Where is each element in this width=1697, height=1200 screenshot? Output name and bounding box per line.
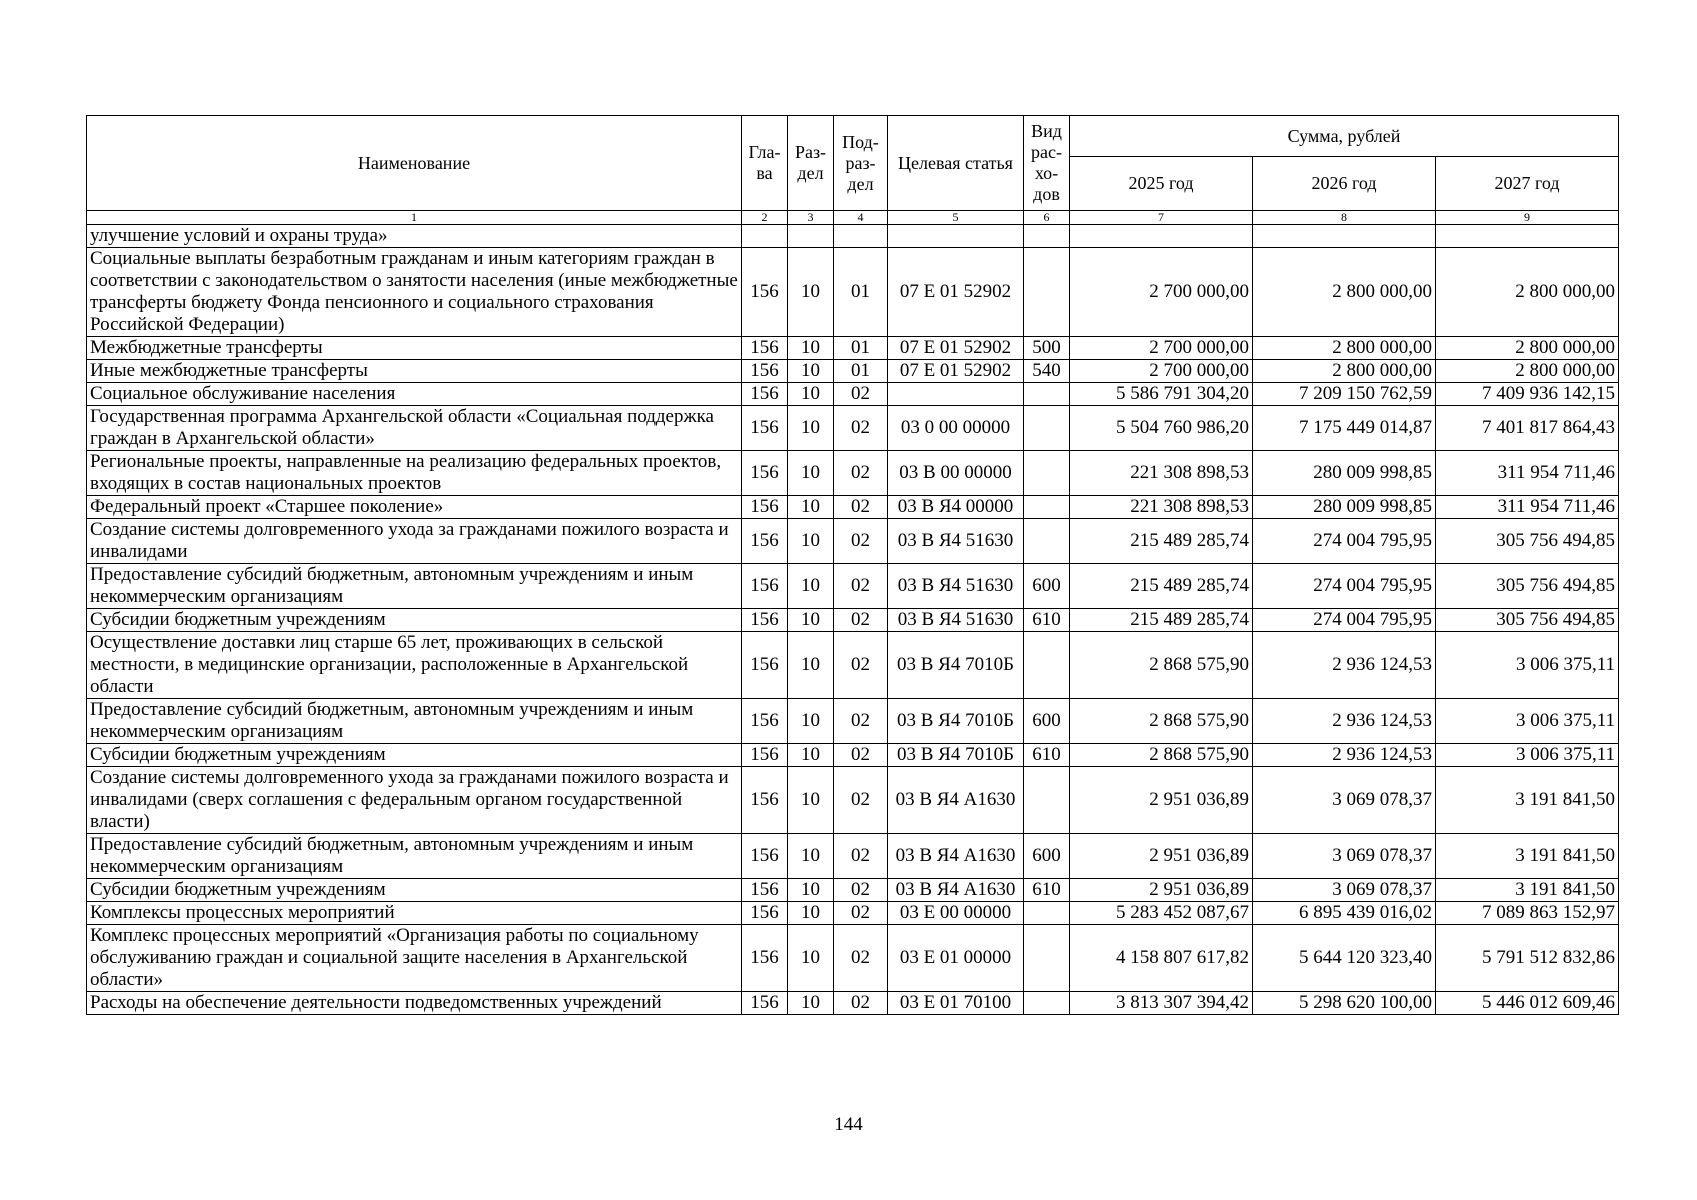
row-podrazdel: 02 xyxy=(834,564,888,609)
row-sum-2025: 2 951 036,89 xyxy=(1070,834,1253,879)
row-celevaya-statya: 03 В Я4 А1630 xyxy=(888,879,1024,902)
row-vid-rashodov xyxy=(1024,902,1070,925)
row-vid-rashodov xyxy=(1024,451,1070,496)
row-celevaya-statya: 03 В Я4 51630 xyxy=(888,609,1024,632)
row-vid-rashodov: 610 xyxy=(1024,609,1070,632)
row-sum-2026: 5 644 120 323,40 xyxy=(1253,925,1436,992)
row-sum-2027: 305 756 494,85 xyxy=(1436,609,1619,632)
table-row xyxy=(87,406,1619,451)
row-glava: 156 xyxy=(742,609,788,632)
table-row xyxy=(87,902,1619,925)
row-glava: 156 xyxy=(742,699,788,744)
table-row xyxy=(87,360,1619,383)
row-name: Предоставление субсидий бюджетным, автономным учреждениям и иным некоммерческим организациям xyxy=(87,699,742,744)
header-year-2026: 2026 год xyxy=(1253,157,1436,211)
row-sum-2026: 7 209 150 762,59 xyxy=(1253,383,1436,406)
row-sum-2026: 274 004 795,95 xyxy=(1253,564,1436,609)
table-row xyxy=(87,834,1619,879)
row-sum-2025: 215 489 285,74 xyxy=(1070,519,1253,564)
row-glava xyxy=(742,225,788,248)
row-razdel: 10 xyxy=(788,337,834,360)
row-sum-2027 xyxy=(1436,225,1619,248)
row-sum-2027: 305 756 494,85 xyxy=(1436,564,1619,609)
row-name: Субсидии бюджетным учреждениям xyxy=(87,879,742,902)
row-razdel: 10 xyxy=(788,879,834,902)
row-name: Социальные выплаты безработным гражданам и иным категориям граждан в соответствии с законодательством о занятости населения (иные межбюджетные трансферты бюджету Фонда пенсионного и социального страхования Российской Федерации) xyxy=(87,248,742,337)
row-razdel: 10 xyxy=(788,609,834,632)
row-sum-2025: 2 700 000,00 xyxy=(1070,337,1253,360)
row-sum-2026: 2 800 000,00 xyxy=(1253,248,1436,337)
row-celevaya-statya: 03 В Я4 51630 xyxy=(888,519,1024,564)
row-sum-2027: 5 446 012 609,46 xyxy=(1436,992,1619,1015)
row-razdel: 10 xyxy=(788,383,834,406)
row-vid-rashodov xyxy=(1024,632,1070,699)
row-razdel: 10 xyxy=(788,496,834,519)
row-celevaya-statya: 03 В Я4 7010Б xyxy=(888,632,1024,699)
row-name: Региональные проекты, направленные на реализацию федеральных проектов, входящих в состав национальных проектов xyxy=(87,451,742,496)
row-name: Осуществление доставки лиц старше 65 лет, проживающих в сельской местности, в медицинские организации, расположенные в Архангельской области xyxy=(87,632,742,699)
table-row xyxy=(87,564,1619,609)
row-celevaya-statya: 07 Е 01 52902 xyxy=(888,248,1024,337)
row-name: Социальное обслуживание населения xyxy=(87,383,742,406)
header-vid-rashodov: Вид рас-хо-дов xyxy=(1024,116,1070,211)
row-razdel: 10 xyxy=(788,406,834,451)
row-glava: 156 xyxy=(742,767,788,834)
row-sum-2025: 3 813 307 394,42 xyxy=(1070,992,1253,1015)
row-vid-rashodov xyxy=(1024,406,1070,451)
row-sum-2025: 2 868 575,90 xyxy=(1070,699,1253,744)
row-name: Субсидии бюджетным учреждениям xyxy=(87,744,742,767)
table-row xyxy=(87,632,1619,699)
table-row xyxy=(87,519,1619,564)
row-sum-2026: 7 175 449 014,87 xyxy=(1253,406,1436,451)
row-sum-2026: 2 936 124,53 xyxy=(1253,632,1436,699)
row-vid-rashodov: 600 xyxy=(1024,834,1070,879)
column-number: 3 xyxy=(788,211,834,225)
page-number: 144 xyxy=(834,1114,863,1135)
row-podrazdel: 01 xyxy=(834,248,888,337)
row-podrazdel: 02 xyxy=(834,519,888,564)
row-name: Комплексы процессных мероприятий xyxy=(87,902,742,925)
row-name: улучшение условий и охраны труда» xyxy=(87,225,742,248)
header-year-2025: 2025 год xyxy=(1070,157,1253,211)
table-row xyxy=(87,767,1619,834)
row-sum-2025: 2 868 575,90 xyxy=(1070,632,1253,699)
header-name: Наименование xyxy=(87,116,742,211)
row-vid-rashodov xyxy=(1024,383,1070,406)
row-glava: 156 xyxy=(742,496,788,519)
row-vid-rashodov xyxy=(1024,767,1070,834)
row-razdel: 10 xyxy=(788,248,834,337)
row-celevaya-statya: 03 В 00 00000 xyxy=(888,451,1024,496)
row-glava: 156 xyxy=(742,632,788,699)
row-sum-2027: 3 191 841,50 xyxy=(1436,834,1619,879)
row-razdel: 10 xyxy=(788,744,834,767)
row-razdel: 10 xyxy=(788,451,834,496)
row-sum-2026: 280 009 998,85 xyxy=(1253,496,1436,519)
row-glava: 156 xyxy=(742,406,788,451)
row-sum-2027: 2 800 000,00 xyxy=(1436,337,1619,360)
row-celevaya-statya: 03 Е 01 00000 xyxy=(888,925,1024,992)
row-sum-2025: 2 700 000,00 xyxy=(1070,360,1253,383)
row-sum-2027: 311 954 711,46 xyxy=(1436,496,1619,519)
column-number: 4 xyxy=(834,211,888,225)
row-podrazdel: 02 xyxy=(834,383,888,406)
row-podrazdel: 02 xyxy=(834,406,888,451)
row-glava: 156 xyxy=(742,451,788,496)
table-header xyxy=(87,116,1619,225)
row-celevaya-statya: 03 0 00 00000 xyxy=(888,406,1024,451)
row-vid-rashodov: 600 xyxy=(1024,699,1070,744)
row-podrazdel xyxy=(834,225,888,248)
row-razdel: 10 xyxy=(788,992,834,1015)
row-sum-2025: 2 951 036,89 xyxy=(1070,879,1253,902)
column-number: 6 xyxy=(1024,211,1070,225)
row-celevaya-statya: 07 Е 01 52902 xyxy=(888,360,1024,383)
row-podrazdel: 02 xyxy=(834,451,888,496)
row-vid-rashodov xyxy=(1024,992,1070,1015)
row-podrazdel: 02 xyxy=(834,609,888,632)
row-sum-2027: 7 089 863 152,97 xyxy=(1436,902,1619,925)
row-vid-rashodov: 610 xyxy=(1024,879,1070,902)
table-row xyxy=(87,496,1619,519)
row-sum-2027: 3 006 375,11 xyxy=(1436,632,1619,699)
row-sum-2025: 2 868 575,90 xyxy=(1070,744,1253,767)
row-sum-2027: 7 409 936 142,15 xyxy=(1436,383,1619,406)
column-number: 5 xyxy=(888,211,1024,225)
row-name: Предоставление субсидий бюджетным, автономным учреждениям и иным некоммерческим организациям xyxy=(87,564,742,609)
row-glava: 156 xyxy=(742,383,788,406)
column-number-row xyxy=(87,211,1619,225)
row-sum-2026: 2 936 124,53 xyxy=(1253,699,1436,744)
row-glava: 156 xyxy=(742,337,788,360)
table-row xyxy=(87,451,1619,496)
row-sum-2027: 2 800 000,00 xyxy=(1436,360,1619,383)
row-razdel: 10 xyxy=(788,519,834,564)
table-row xyxy=(87,925,1619,992)
row-glava: 156 xyxy=(742,360,788,383)
header-year-2027: 2027 год xyxy=(1436,157,1619,211)
row-sum-2025: 2 951 036,89 xyxy=(1070,767,1253,834)
column-number: 7 xyxy=(1070,211,1253,225)
row-sum-2025: 5 586 791 304,20 xyxy=(1070,383,1253,406)
row-razdel xyxy=(788,225,834,248)
row-glava: 156 xyxy=(742,564,788,609)
budget-table xyxy=(86,115,1619,1015)
table-body xyxy=(87,225,1619,1015)
row-glava: 156 xyxy=(742,925,788,992)
row-sum-2027: 311 954 711,46 xyxy=(1436,451,1619,496)
row-sum-2027: 2 800 000,00 xyxy=(1436,248,1619,337)
table-row xyxy=(87,225,1619,248)
row-sum-2026: 274 004 795,95 xyxy=(1253,519,1436,564)
row-razdel: 10 xyxy=(788,767,834,834)
row-glava: 156 xyxy=(742,879,788,902)
row-sum-2027: 305 756 494,85 xyxy=(1436,519,1619,564)
row-name: Государственная программа Архангельской области «Социальная поддержка граждан в Архангельской области» xyxy=(87,406,742,451)
column-number: 1 xyxy=(87,211,742,225)
row-sum-2026: 274 004 795,95 xyxy=(1253,609,1436,632)
row-glava: 156 xyxy=(742,248,788,337)
row-podrazdel: 02 xyxy=(834,496,888,519)
header-razdel: Раз-дел xyxy=(788,116,834,211)
row-razdel: 10 xyxy=(788,834,834,879)
row-razdel: 10 xyxy=(788,902,834,925)
row-podrazdel: 01 xyxy=(834,337,888,360)
row-sum-2025 xyxy=(1070,225,1253,248)
row-vid-rashodov xyxy=(1024,519,1070,564)
table-row xyxy=(87,699,1619,744)
column-number: 2 xyxy=(742,211,788,225)
row-razdel: 10 xyxy=(788,925,834,992)
table-row xyxy=(87,383,1619,406)
header-celevaya-statya: Целевая статья xyxy=(888,116,1024,211)
row-celevaya-statya: 03 Е 01 70100 xyxy=(888,992,1024,1015)
row-podrazdel: 02 xyxy=(834,699,888,744)
row-vid-rashodov xyxy=(1024,925,1070,992)
header-podrazdel: Под-раз-дел xyxy=(834,116,888,211)
row-sum-2026: 3 069 078,37 xyxy=(1253,834,1436,879)
row-podrazdel: 02 xyxy=(834,902,888,925)
row-glava: 156 xyxy=(742,519,788,564)
row-sum-2026: 3 069 078,37 xyxy=(1253,767,1436,834)
row-sum-2027: 3 191 841,50 xyxy=(1436,879,1619,902)
row-sum-2025: 221 308 898,53 xyxy=(1070,451,1253,496)
row-sum-2025: 221 308 898,53 xyxy=(1070,496,1253,519)
table-row xyxy=(87,248,1619,337)
row-vid-rashodov xyxy=(1024,496,1070,519)
row-podrazdel: 02 xyxy=(834,925,888,992)
row-celevaya-statya: 03 В Я4 00000 xyxy=(888,496,1024,519)
row-podrazdel: 02 xyxy=(834,992,888,1015)
row-glava: 156 xyxy=(742,992,788,1015)
row-name: Расходы на обеспечение деятельности подведомственных учреждений xyxy=(87,992,742,1015)
row-sum-2025: 5 504 760 986,20 xyxy=(1070,406,1253,451)
table-row xyxy=(87,992,1619,1015)
row-name: Создание системы долговременного ухода за гражданами пожилого возраста и инвалидами (сверх соглашения с федеральным органом государственной власти) xyxy=(87,767,742,834)
row-sum-2026: 2 800 000,00 xyxy=(1253,337,1436,360)
row-sum-2027: 3 006 375,11 xyxy=(1436,699,1619,744)
row-vid-rashodov: 610 xyxy=(1024,744,1070,767)
row-sum-2026 xyxy=(1253,225,1436,248)
header-glava: Гла-ва xyxy=(742,116,788,211)
row-sum-2025: 215 489 285,74 xyxy=(1070,609,1253,632)
row-sum-2027: 5 791 512 832,86 xyxy=(1436,925,1619,992)
column-number: 8 xyxy=(1253,211,1436,225)
row-celevaya-statya: 03 Е 00 00000 xyxy=(888,902,1024,925)
row-sum-2027: 3 191 841,50 xyxy=(1436,767,1619,834)
row-celevaya-statya xyxy=(888,225,1024,248)
row-razdel: 10 xyxy=(788,564,834,609)
row-celevaya-statya: 03 В Я4 А1630 xyxy=(888,834,1024,879)
table-row xyxy=(87,609,1619,632)
row-name: Создание системы долговременного ухода за гражданами пожилого возраста и инвалидами xyxy=(87,519,742,564)
row-glava: 156 xyxy=(742,744,788,767)
header-summa: Сумма, рублей xyxy=(1070,116,1619,157)
row-podrazdel: 02 xyxy=(834,767,888,834)
row-podrazdel: 02 xyxy=(834,744,888,767)
row-vid-rashodov: 500 xyxy=(1024,337,1070,360)
row-name: Межбюджетные трансферты xyxy=(87,337,742,360)
row-name: Федеральный проект «Старшее поколение» xyxy=(87,496,742,519)
row-name: Субсидии бюджетным учреждениям xyxy=(87,609,742,632)
row-vid-rashodov xyxy=(1024,248,1070,337)
row-sum-2025: 215 489 285,74 xyxy=(1070,564,1253,609)
row-glava: 156 xyxy=(742,902,788,925)
row-razdel: 10 xyxy=(788,632,834,699)
row-celevaya-statya: 03 В Я4 7010Б xyxy=(888,744,1024,767)
row-sum-2027: 7 401 817 864,43 xyxy=(1436,406,1619,451)
column-number: 9 xyxy=(1436,211,1619,225)
row-sum-2025: 5 283 452 087,67 xyxy=(1070,902,1253,925)
table-row xyxy=(87,744,1619,767)
row-sum-2026: 6 895 439 016,02 xyxy=(1253,902,1436,925)
row-celevaya-statya: 07 Е 01 52902 xyxy=(888,337,1024,360)
row-name: Иные межбюджетные трансферты xyxy=(87,360,742,383)
row-vid-rashodov: 600 xyxy=(1024,564,1070,609)
row-name: Комплекс процессных мероприятий «Организация работы по социальному обслуживанию граждан и социальной защите населения в Архангельской области» xyxy=(87,925,742,992)
row-podrazdel: 02 xyxy=(834,632,888,699)
row-podrazdel: 02 xyxy=(834,879,888,902)
row-razdel: 10 xyxy=(788,699,834,744)
table-row xyxy=(87,879,1619,902)
row-celevaya-statya: 03 В Я4 51630 xyxy=(888,564,1024,609)
row-sum-2025: 2 700 000,00 xyxy=(1070,248,1253,337)
row-vid-rashodov: 540 xyxy=(1024,360,1070,383)
row-sum-2025: 4 158 807 617,82 xyxy=(1070,925,1253,992)
row-podrazdel: 02 xyxy=(834,834,888,879)
row-sum-2026: 5 298 620 100,00 xyxy=(1253,992,1436,1015)
row-sum-2026: 2 936 124,53 xyxy=(1253,744,1436,767)
row-sum-2026: 2 800 000,00 xyxy=(1253,360,1436,383)
row-podrazdel: 01 xyxy=(834,360,888,383)
row-sum-2027: 3 006 375,11 xyxy=(1436,744,1619,767)
row-vid-rashodov xyxy=(1024,225,1070,248)
row-glava: 156 xyxy=(742,834,788,879)
row-name: Предоставление субсидий бюджетным, автономным учреждениям и иным некоммерческим организациям xyxy=(87,834,742,879)
row-sum-2026: 3 069 078,37 xyxy=(1253,879,1436,902)
row-celevaya-statya: 03 В Я4 А1630 xyxy=(888,767,1024,834)
row-celevaya-statya: 03 В Я4 7010Б xyxy=(888,699,1024,744)
row-celevaya-statya xyxy=(888,383,1024,406)
row-razdel: 10 xyxy=(788,360,834,383)
row-sum-2026: 280 009 998,85 xyxy=(1253,451,1436,496)
table-row xyxy=(87,337,1619,360)
